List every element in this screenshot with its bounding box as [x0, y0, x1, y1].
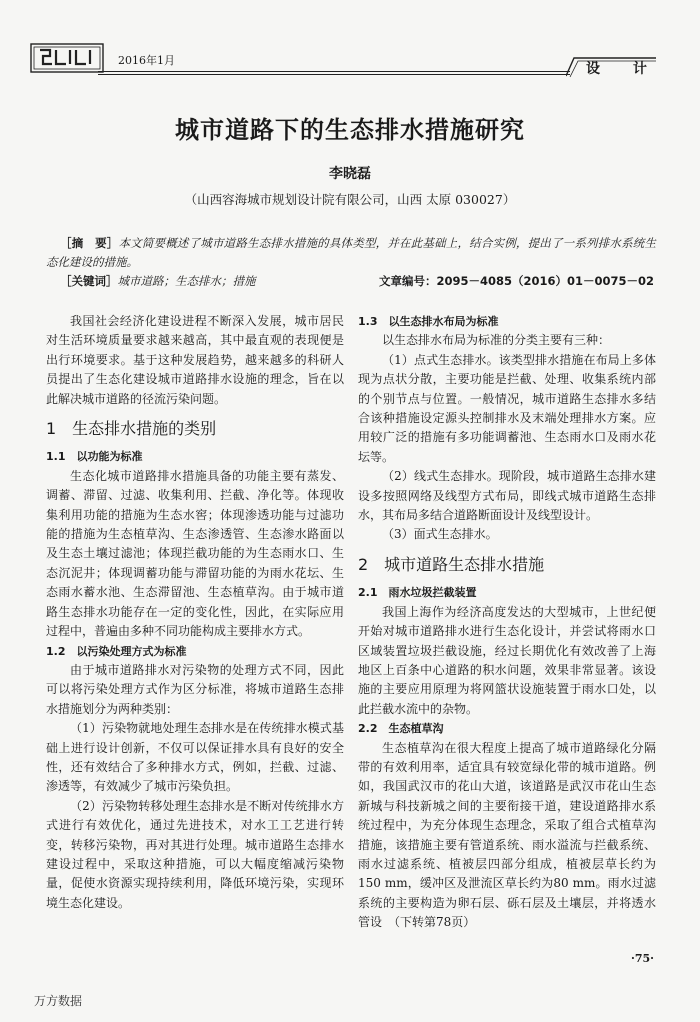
continued-note: （下转第78页）	[394, 915, 476, 930]
header-rule-thin	[98, 74, 570, 75]
abstract-label: ［摘 要］	[60, 236, 119, 250]
issue-date: 2016年1月	[118, 54, 175, 67]
article-number: 文章编号：2095－4085（2016）01－0075－02	[378, 274, 654, 288]
paragraph: 以生态排水布局为标准的分类主要有三种：	[382, 333, 611, 348]
paragraph: 我国上海作为经济高度发达的大型城市，上世纪便开始对城市道路排水进行生态化设计，并尝试将雨水口区域装置垃圾拦截设施，经过长期优化有效改善了上海地区上百条中心道路的积水问题，效果非常显著。该设施的主要应用原理为将网篮状设施装置于雨水口处，以此拦截水流中的杂物。	[358, 604, 656, 716]
paragraph: 由于城市道路排水对污染物的处理方式不同，因此可以将污染处理方式作为区分标准，将城市道路生态排水措施划分为两种类别：	[46, 662, 344, 716]
subsection-heading: 1.3 以生态排水布局为标准	[358, 315, 499, 328]
subsection-heading: 1.1 以功能为标准	[46, 450, 143, 464]
section-heading: 2 城市道路生态排水措施	[358, 554, 545, 574]
list-item: （2）污染物转移处理生态排水是不断对传统排水方式进行有效优化，通过先进技术，对水工工艺进行转变，转移污染物，再对其进行处理。城市道路生态排水建设过程中，采取这种措施，可以大幅度缩减污染物量，促使水资源实现持续利用，降低环境污染，实现环境生态化建设。	[46, 798, 344, 910]
paragraph-text: 生态植草沟在很大程度上提高了城市道路绿化分隔带的有效利用率，适宜具有较宽绿化带的城市道路。例如，我国武汉市的花山大道，该道路是武汉市花山生态新城与科技新城之间的主要衔接干道，建设道路排水系统过程中，为充分体现生态理念，采取了组合式植草沟措施，该措施主要有管道系统、雨水溢流与拦截系统、雨水过滤系统、植被层四部分组成，植被层草长约为150 mm，缓冲区及泄流区草长约为80 mm。雨水过滤系统的主要构造为卵石层、砾石层及土壤层，并将透水管设	[358, 740, 656, 930]
footer-watermark: 万方数据	[34, 994, 83, 1008]
journal-logo	[30, 38, 114, 78]
abstract-text: 本文简要概述了城市道路生态排水措施的具体类型，并在此基础上，结合实例，提出了一系列排水系统生态化建设的措施。	[46, 236, 656, 269]
subsection-heading: 1.2 以污染处理方式为标准	[46, 644, 187, 658]
paragraph	[358, 739, 656, 933]
paragraph: 生态化城市道路排水措施具备的功能主要有蒸发、调蓄、滞留、过滤、收集利用、拦截、净化等。体现收集利用功能的措施为生态水窖；体现渗透功能与过滤功能的措施为生态植草沟、生态渗透管、生态渗水路面以及生态土壤过滤池；体现拦截功能的为生态雨水口、生态沉泥井；体现调蓄功能与滞留功能的为雨水花坛、生态雨水蓄水池、生态滞留池、生态植草沟。由于城市道路生态排水功能存在一定的变化性，因此，在实际应用过程中，普遍由多种不同功能构成主要排水方式。	[46, 468, 344, 639]
article-title: 城市道路下的生态排水措施研究	[175, 116, 525, 144]
section-heading: 1 生态排水措施的类别	[46, 419, 217, 439]
author: 李晓磊	[329, 166, 371, 182]
keywords	[60, 273, 256, 289]
abstract	[46, 234, 656, 272]
list-item: （2）线式生态排水。现阶段，城市道路生态排水建设多按照网络及线型方式布局，即线式城市道路生态排水，其布局多结合道路断面设计及线型设计。	[358, 469, 656, 523]
subsection-heading: 2.1 雨水垃圾拦截装置	[358, 586, 477, 600]
affiliation: （山西容海城市规划设计院有限公司，山西 太原 030027）	[184, 192, 516, 207]
header-rule	[98, 71, 570, 72]
left-column	[46, 312, 344, 913]
subsection-heading: 2.2 生态植草沟	[358, 722, 444, 736]
list-item: （1）污染物就地处理生态排水是在传统排水模式基础上进行设计创新，不仅可以保证排水具有良好的安全性，还有效结合了多种排水方式，例如，拦截、过滤、渗透等，有效减少了城市污染负担。	[46, 721, 344, 794]
right-column	[358, 312, 656, 933]
section-label: 设 计	[586, 61, 661, 77]
page-number: ·75·	[631, 952, 654, 965]
list-item: （1）点式生态排水。该类型排水措施在布局上多体现为点状分散，主要功能是拦截、处理、收集系统内部的个别节点与位置。一般情况，城市道路生态排水多结合该种措施设定源头控制排水及末端处理排水方案。应用较广泛的措施有多功能调蓄池、生态雨水口及雨水花坛等。	[358, 352, 656, 464]
intro-paragraph: 我国社会经济化建设进程不断深入发展，城市居民对生活环境质量要求越来越高，其中最直观的表现便是出行环境要求。基于这种发展趋势，越来越多的科研人员提出了生态化建设城市道路排水设施的理念，旨在以此解决城市道路的径流污染问题。	[46, 314, 344, 406]
keywords-text: 城市道路；生态排水；措施	[117, 274, 256, 288]
keywords-label: ［关键词］	[60, 274, 118, 288]
list-item: （3）面式生态排水。	[382, 527, 498, 542]
